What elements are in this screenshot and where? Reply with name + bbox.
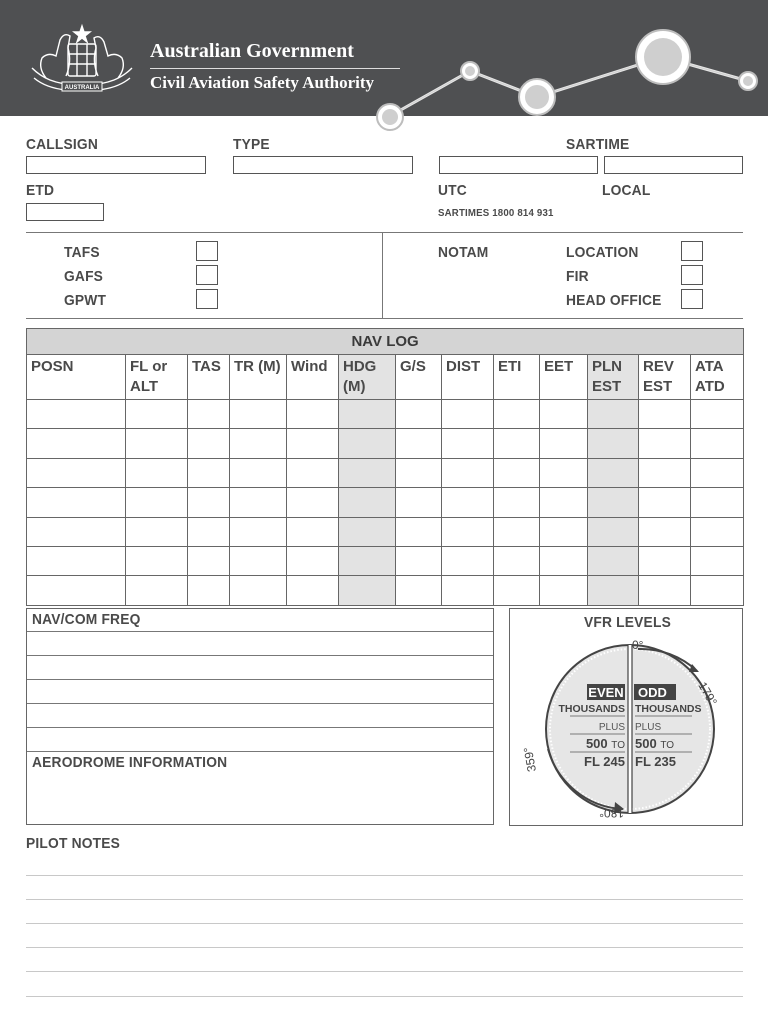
odd-to-level: FL 235: [635, 754, 676, 769]
table-row: [27, 517, 744, 546]
table-cell[interactable]: [27, 488, 126, 517]
table-cell[interactable]: [396, 517, 442, 546]
table-cell[interactable]: [639, 400, 691, 429]
table-cell[interactable]: [540, 546, 588, 575]
freq-line[interactable]: [27, 679, 493, 680]
column-header-line2: ALT: [130, 378, 159, 395]
gpwt-label: GPWT: [64, 292, 107, 309]
table-cell[interactable]: [396, 458, 442, 487]
deg-bottom-label: 180°: [599, 806, 624, 820]
deg-top-label: 0°: [632, 638, 644, 652]
table-cell[interactable]: [126, 517, 188, 546]
table-cell[interactable]: [126, 400, 188, 429]
freq-line[interactable]: [27, 751, 493, 752]
nav-log-column-header: [691, 355, 744, 400]
table-cell[interactable]: [126, 488, 188, 517]
table-cell[interactable]: [588, 400, 639, 429]
odd-to-word: TO: [660, 740, 675, 751]
column-header-line1: G/S: [400, 358, 426, 375]
utc-label: UTC: [438, 182, 467, 199]
table-cell[interactable]: [188, 429, 230, 458]
table-cell[interactable]: [339, 458, 396, 487]
table-cell[interactable]: [442, 429, 494, 458]
aerodrome-info-label: AERODROME INFORMATION: [32, 754, 228, 771]
even-to-level: FL 245: [584, 754, 625, 769]
column-header-line1: ATA: [695, 358, 724, 375]
table-cell[interactable]: [27, 429, 126, 458]
deg-left-label: 359°: [520, 746, 539, 773]
node-circle: [461, 62, 479, 80]
column-header-line1: POSN: [31, 358, 74, 375]
table-cell[interactable]: [442, 488, 494, 517]
nav-log-column-header: [27, 355, 126, 400]
gafs-checkbox[interactable]: [196, 265, 218, 285]
table-cell[interactable]: [540, 517, 588, 546]
nav-log-column-header: [442, 355, 494, 400]
table-cell[interactable]: [639, 429, 691, 458]
table-cell[interactable]: [494, 546, 540, 575]
head-office-checkbox[interactable]: [681, 289, 703, 309]
freq-line[interactable]: [27, 703, 493, 704]
table-cell[interactable]: [494, 400, 540, 429]
table-cell[interactable]: [27, 400, 126, 429]
table-cell[interactable]: [588, 517, 639, 546]
table-cell[interactable]: [588, 488, 639, 517]
node-circle: [377, 104, 403, 130]
table-cell[interactable]: [339, 517, 396, 546]
table-cell[interactable]: [287, 576, 339, 605]
table-cell[interactable]: [396, 546, 442, 575]
type-label: TYPE: [233, 136, 270, 153]
table-cell[interactable]: [188, 458, 230, 487]
table-cell[interactable]: [540, 458, 588, 487]
table-cell[interactable]: [230, 400, 287, 429]
table-cell[interactable]: [639, 517, 691, 546]
nav-log-column-header: [540, 355, 588, 400]
notam-label: NOTAM: [438, 244, 489, 261]
table-cell[interactable]: [639, 576, 691, 605]
location-label: LOCATION: [566, 244, 639, 261]
table-cell[interactable]: [494, 458, 540, 487]
nav-log-column-header: [639, 355, 691, 400]
table-cell[interactable]: [27, 458, 126, 487]
table-cell[interactable]: [639, 458, 691, 487]
table-cell[interactable]: [396, 400, 442, 429]
table-cell[interactable]: [691, 458, 744, 487]
table-cell[interactable]: [396, 429, 442, 458]
node-circle: [519, 79, 555, 115]
table-cell[interactable]: [27, 517, 126, 546]
table-cell[interactable]: [588, 546, 639, 575]
sartime-local-field[interactable]: [604, 156, 743, 174]
table-cell[interactable]: [540, 400, 588, 429]
vfr-levels-panel: [509, 608, 743, 826]
table-cell[interactable]: [691, 576, 744, 605]
table-cell[interactable]: [442, 576, 494, 605]
table-cell[interactable]: [339, 546, 396, 575]
table-cell[interactable]: [691, 488, 744, 517]
column-header-line1: FL or: [130, 358, 168, 375]
table-cell[interactable]: [691, 429, 744, 458]
table-cell[interactable]: [230, 488, 287, 517]
even-thousands: THOUSANDS: [558, 703, 625, 715]
table-cell[interactable]: [287, 546, 339, 575]
nav-log-column-header: [396, 355, 442, 400]
table-cell[interactable]: [339, 488, 396, 517]
table-cell[interactable]: [691, 517, 744, 546]
table-row: [27, 400, 744, 429]
table-cell[interactable]: [442, 458, 494, 487]
table-cell[interactable]: [442, 517, 494, 546]
table-cell[interactable]: [287, 517, 339, 546]
notes-line[interactable]: [26, 971, 743, 972]
table-cell[interactable]: [540, 488, 588, 517]
table-cell[interactable]: [540, 429, 588, 458]
table-row: [27, 576, 744, 605]
odd-thousands: THOUSANDS: [635, 703, 702, 715]
even-label: EVEN: [588, 685, 624, 700]
table-row: [27, 429, 744, 458]
table-cell[interactable]: [639, 488, 691, 517]
odd-label: ODD: [638, 685, 667, 700]
table-cell[interactable]: [588, 429, 639, 458]
column-header-line1: ETI: [498, 358, 522, 375]
odd-plus: PLUS: [635, 722, 662, 733]
table-cell[interactable]: [396, 576, 442, 605]
table-cell[interactable]: [494, 429, 540, 458]
notes-line[interactable]: [26, 996, 743, 997]
callsign-label: CALLSIGN: [26, 136, 99, 153]
nav-log-column-header: [588, 355, 639, 400]
table-cell[interactable]: [339, 576, 396, 605]
even-plus: PLUS: [598, 722, 625, 733]
vfr-title: VFR LEVELS: [584, 614, 671, 631]
head-office-label: HEAD OFFICE: [566, 292, 662, 309]
notes-line[interactable]: [26, 923, 743, 924]
fir-checkbox[interactable]: [681, 265, 703, 285]
table-cell[interactable]: [126, 458, 188, 487]
table-cell[interactable]: [188, 576, 230, 605]
table-cell[interactable]: [287, 429, 339, 458]
nav-log-title: NAV LOG: [27, 329, 744, 355]
even-from: 500: [585, 736, 608, 751]
column-header-line2: EST: [643, 378, 673, 395]
gafs-label: GAFS: [64, 268, 104, 285]
notes-line[interactable]: [26, 947, 743, 948]
freq-line[interactable]: [27, 655, 493, 656]
type-field[interactable]: [233, 156, 413, 174]
crest-text: AUSTRALIA: [64, 85, 100, 91]
table-cell[interactable]: [230, 546, 287, 575]
column-header-line1: PLN: [592, 358, 622, 375]
table-cell[interactable]: [691, 546, 744, 575]
column-header-line1: TR (M): [234, 358, 281, 375]
nav-log-column-header: [339, 355, 396, 400]
node-circle: [739, 72, 757, 90]
table-cell[interactable]: [126, 546, 188, 575]
local-label: LOCAL: [602, 182, 651, 199]
navcom-freq-label: NAV/COM FREQ: [32, 611, 141, 628]
sartimes-phone: SARTIMES 1800 814 931: [438, 207, 554, 219]
nav-log-column-header: [230, 355, 287, 400]
org-title: Australian Government: [150, 40, 354, 62]
sartime-label: SARTIME: [566, 136, 630, 153]
odd-from: 500: [635, 736, 657, 751]
table-cell[interactable]: [126, 429, 188, 458]
table-row: [27, 488, 744, 517]
column-header-line2: ATD: [695, 378, 725, 395]
even-to-word: TO: [611, 740, 625, 751]
etd-label: ETD: [26, 182, 55, 199]
column-header-line1: HDG: [343, 358, 377, 375]
notes-line[interactable]: [26, 899, 743, 900]
nav-log-table: [26, 328, 744, 606]
table-cell[interactable]: [588, 576, 639, 605]
table-cell[interactable]: [230, 517, 287, 546]
table-cell[interactable]: [396, 488, 442, 517]
table-cell[interactable]: [230, 429, 287, 458]
column-header-line1: REV: [643, 358, 674, 375]
table-cell[interactable]: [287, 458, 339, 487]
table-cell[interactable]: [230, 458, 287, 487]
table-cell[interactable]: [588, 458, 639, 487]
table-cell[interactable]: [494, 576, 540, 605]
table-cell[interactable]: [188, 488, 230, 517]
divider: [26, 318, 743, 319]
authority-title: Civil Aviation Safety Authority: [150, 73, 374, 92]
table-cell[interactable]: [639, 546, 691, 575]
column-header-line2: (M): [343, 378, 366, 395]
fir-label: FIR: [566, 268, 589, 285]
divider: [26, 232, 743, 233]
table-cell[interactable]: [27, 576, 126, 605]
table-row: [27, 458, 744, 487]
node-circle: [636, 30, 690, 84]
column-header-line2: EST: [592, 378, 622, 395]
table-cell[interactable]: [287, 400, 339, 429]
notes-line[interactable]: [26, 875, 743, 876]
column-header-line1: DIST: [446, 358, 481, 375]
table-cell[interactable]: [188, 400, 230, 429]
sartime-utc-field[interactable]: [439, 156, 598, 174]
tafs-label: TAFS: [64, 244, 100, 261]
table-cell[interactable]: [188, 517, 230, 546]
pilot-notes-label: PILOT NOTES: [26, 835, 121, 852]
nav-log-column-header: [126, 355, 188, 400]
column-header-line1: Wind: [291, 358, 328, 375]
deg-right-label: 179°: [695, 679, 720, 709]
column-header-line1: TAS: [192, 358, 221, 375]
table-cell[interactable]: [494, 517, 540, 546]
gpwt-checkbox[interactable]: [196, 289, 218, 309]
freq-line[interactable]: [27, 727, 493, 728]
nav-log-column-header: [494, 355, 540, 400]
freq-line[interactable]: [27, 631, 493, 632]
table-row: [27, 546, 744, 575]
freq-section: [26, 608, 494, 825]
header-decoration: [0, 0, 768, 135]
table-cell[interactable]: [287, 488, 339, 517]
table-cell[interactable]: [188, 546, 230, 575]
callsign-field[interactable]: [26, 156, 206, 174]
nav-log-column-header: [188, 355, 230, 400]
nav-log-column-header: [287, 355, 339, 400]
table-cell[interactable]: [442, 546, 494, 575]
table-cell[interactable]: [126, 576, 188, 605]
table-cell[interactable]: [494, 488, 540, 517]
table-cell[interactable]: [442, 400, 494, 429]
table-cell[interactable]: [230, 576, 287, 605]
table-cell[interactable]: [339, 429, 396, 458]
tafs-checkbox[interactable]: [196, 241, 218, 261]
table-cell[interactable]: [540, 576, 588, 605]
table-cell[interactable]: [339, 400, 396, 429]
location-checkbox[interactable]: [681, 241, 703, 261]
table-cell[interactable]: [691, 400, 744, 429]
divider: [382, 232, 383, 318]
column-header-line1: EET: [544, 358, 574, 375]
vfr-compass-diagram: [510, 609, 742, 825]
etd-field[interactable]: [26, 203, 104, 221]
table-cell[interactable]: [27, 546, 126, 575]
